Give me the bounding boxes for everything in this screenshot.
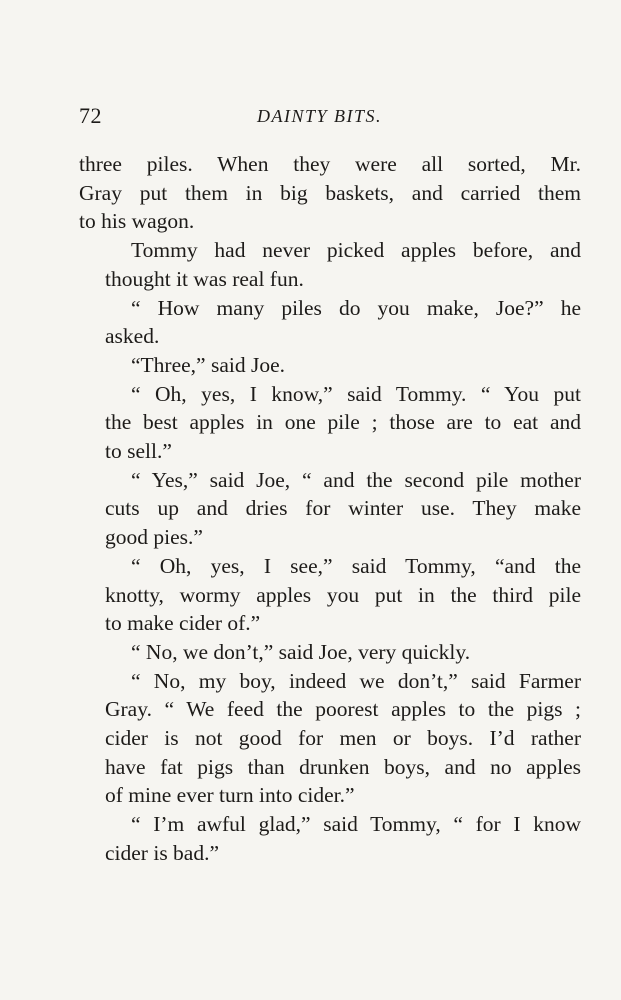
text-line: three piles. When they were all sorted, Mr.	[79, 152, 581, 176]
text-line: “ No, we don’t,” said Joe, very quickly.	[131, 639, 471, 664]
text-line: cider is not good for men or boys. I’d rather	[105, 726, 581, 751]
text-line: good pies.”	[105, 525, 203, 550]
text-line: “ How many piles do you make, Joe?” he	[131, 295, 581, 320]
text-line: to sell.”	[105, 439, 172, 464]
text-line: asked.	[105, 324, 160, 349]
text-line: Tommy had never picked apples before, and	[131, 238, 581, 263]
text-line: “ Oh, yes, I know,” said Tommy. “ You put	[131, 381, 581, 406]
text-line: “ Yes,” said Joe, “ and the second pile mother	[131, 467, 581, 492]
body-text	[79, 150, 581, 868]
paragraph	[79, 638, 581, 667]
text-line: have fat pigs than drunken boys, and no apples	[105, 754, 581, 779]
text-line: “ Oh, yes, I see,” said Tommy, “and the	[131, 553, 581, 578]
text-line: to his wagon.	[79, 209, 195, 234]
text-line: to make cider of.”	[105, 611, 261, 636]
text-line: Gray. “ We feed the poorest apples to the pigs ;	[105, 697, 581, 722]
text-line: “Three,” said Joe.	[131, 352, 286, 377]
paragraph	[79, 150, 581, 236]
paragraph	[79, 552, 581, 638]
text-line: cider is bad.”	[105, 840, 220, 865]
paragraph	[79, 351, 581, 380]
text-line: of mine ever turn into cider.”	[105, 783, 355, 808]
paragraph	[79, 380, 581, 466]
text-line: Gray put them in big baskets, and carried them	[79, 180, 581, 205]
text-line: “ I’m awful glad,” said Tommy, “ for I know	[131, 812, 581, 837]
paragraph	[79, 466, 581, 552]
text-line: cuts up and dries for winter use. They make	[105, 496, 581, 521]
paragraph	[79, 810, 581, 867]
paragraph	[79, 236, 581, 293]
page-header	[79, 103, 581, 133]
page-number: 72	[79, 103, 102, 128]
text-line: knotty, wormy apples you put in the third pile	[105, 582, 581, 607]
text-line: “ No, my boy, indeed we don’t,” said Farmer	[131, 668, 581, 693]
text-line: thought it was real fun.	[105, 266, 304, 291]
text-line: the best apples in one pile ; those are to eat and	[105, 410, 581, 435]
running-head: DAINTY BITS.	[257, 106, 383, 126]
paragraph	[79, 667, 581, 811]
paragraph	[79, 294, 581, 351]
